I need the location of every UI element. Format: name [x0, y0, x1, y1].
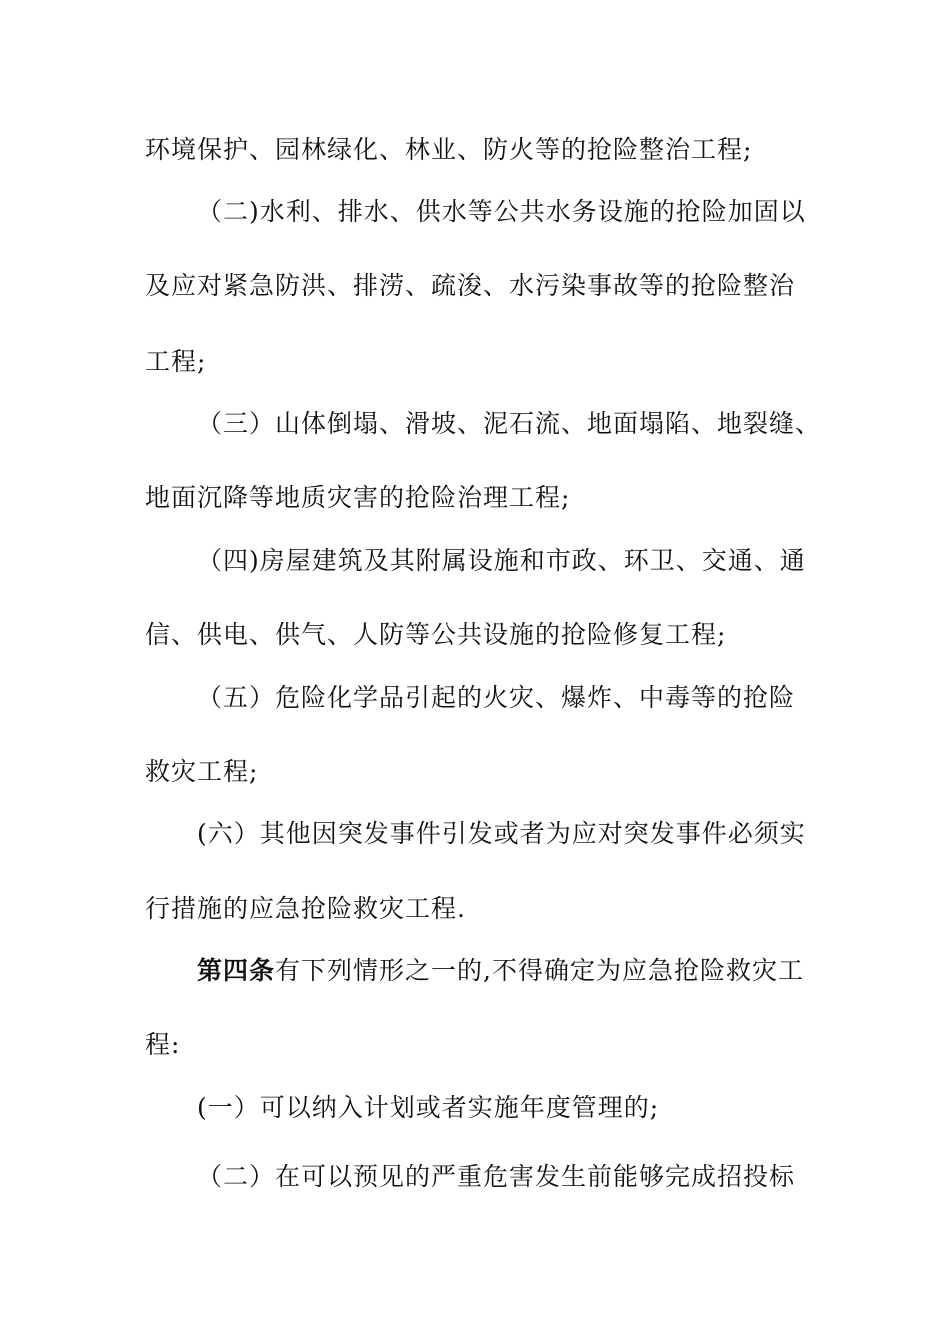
text-line-8: 信、供电、供气、人防等公共设施的抢险修复工程;: [145, 620, 727, 649]
text-line-12: 行措施的应急抢险救灾工程.: [145, 894, 466, 923]
text-line-14: 程:: [145, 1030, 181, 1059]
article-label: 第四条: [197, 956, 276, 985]
article-line: [197, 955, 804, 987]
text-line-9: （五）危险化学品引起的火灾、爆炸、中毒等的抢险: [197, 683, 796, 712]
article-text: 有下列情形之一的,不得确定为应急抢险救灾工: [275, 956, 804, 985]
text-line-5: （三）山体倒塌、滑坡、泥石流、地面塌陷、地裂缝、: [197, 409, 822, 438]
text-line-6: 地面沉降等地质灾害的抢险治理工程;: [145, 483, 571, 512]
text-line-1: 环境保护、园林绿化、林业、防火等的抢险整治工程;: [145, 135, 753, 164]
text-line-15: (一）可以纳入计划或者实施年度管理的;: [197, 1093, 660, 1122]
text-line-11: (六）其他因突发事件引发或者为应对突发事件必须实: [197, 819, 806, 848]
text-line-3: 及应对紧急防洪、排涝、疏浚、水污染事故等的抢险整治: [145, 271, 796, 300]
text-line-10: 救灾工程;: [145, 757, 259, 786]
text-line-4: 工程;: [145, 347, 207, 376]
text-line-7: （四)房屋建筑及其附属设施和市政、环卫、交通、通: [197, 546, 806, 575]
text-line-2: （二)水利、排水、供水等公共水务设施的抢险加固以: [197, 197, 806, 226]
text-line-16: （二）在可以预见的严重危害发生前能够完成招投标: [197, 1162, 796, 1191]
